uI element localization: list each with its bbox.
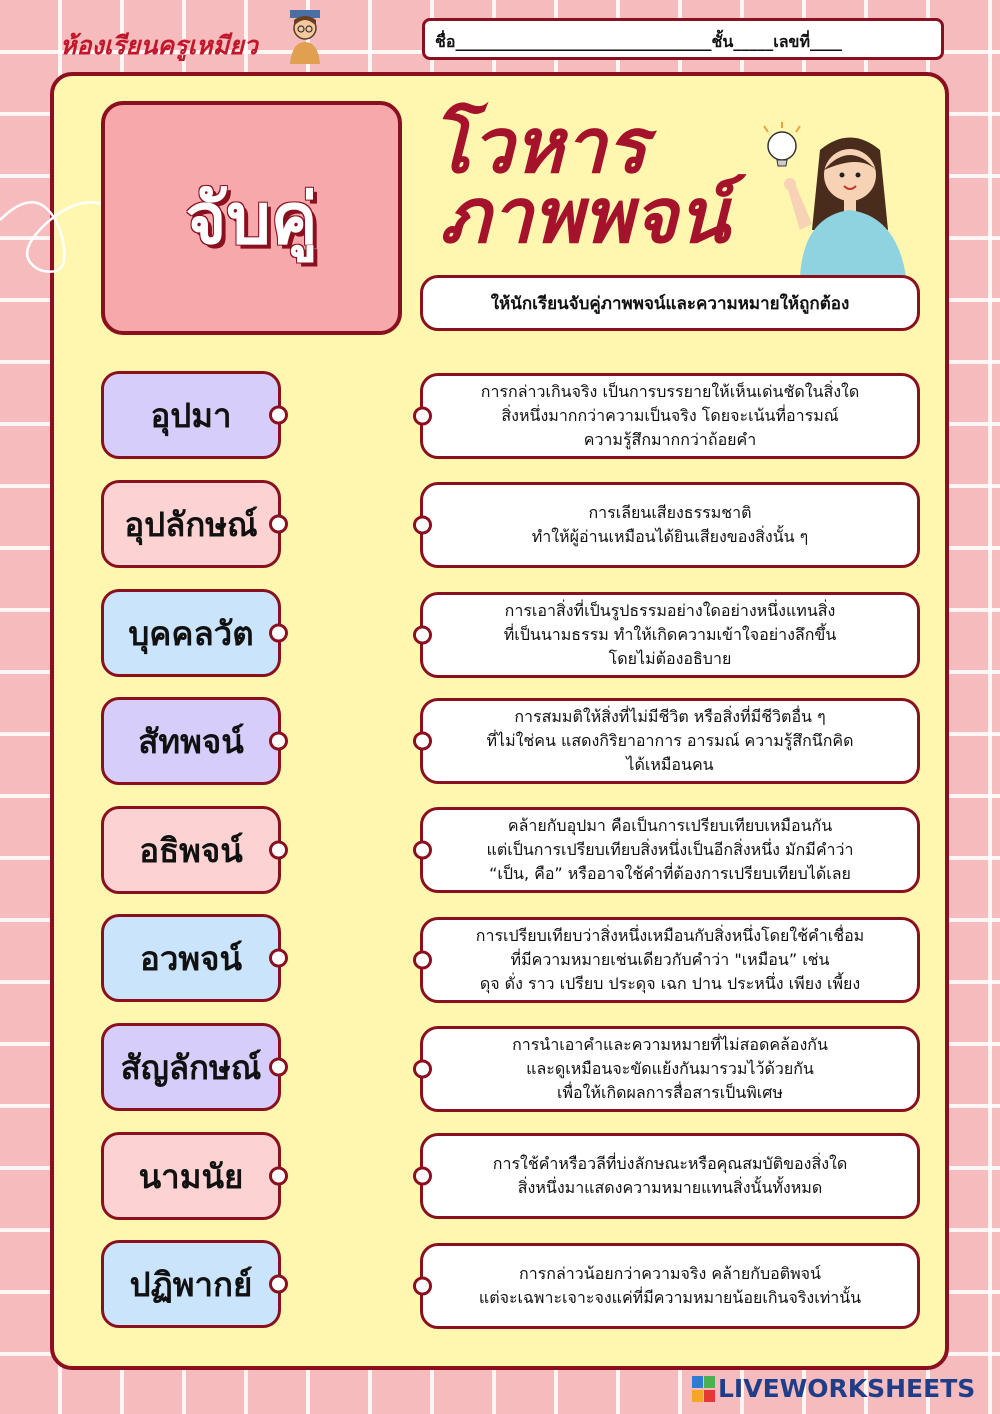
liveworksheets-logo-text: LIVEWORKSHEETS: [718, 1374, 976, 1403]
term-box[interactable]: [101, 1023, 281, 1111]
definition-line: แต่จะเฉพาะเจาะจงแค่ที่มีความหมายน้อยเกินจริงเท่านั้น: [478, 1288, 862, 1307]
definition-text: [486, 705, 853, 777]
term-connector-dot[interactable]: [269, 732, 288, 751]
definition-text: [532, 501, 809, 549]
term-label: อธิพจน์: [139, 830, 243, 870]
definition-connector-dot[interactable]: [413, 951, 432, 970]
definition-line: คล้ายกับอุปมา คือเป็นการเปรียบเทียบเหมือนกัน: [507, 816, 833, 835]
term-connector-dot[interactable]: [269, 1275, 288, 1294]
definition-text: [479, 1262, 861, 1310]
definition-text: [504, 599, 837, 671]
term-label: สัญลักษณ์: [120, 1047, 262, 1087]
term-label: อวพจน์: [140, 938, 242, 978]
definition-connector-dot[interactable]: [413, 1277, 432, 1296]
definition-text: [487, 814, 854, 886]
definition-box[interactable]: [420, 698, 920, 784]
definition-line: และดูเหมือนจะขัดแย้งกันมารวมไว้ด้วยกัน: [526, 1059, 814, 1078]
definition-box[interactable]: [420, 917, 920, 1003]
definition-text: [493, 1152, 847, 1200]
definition-box[interactable]: [420, 482, 920, 568]
term-box[interactable]: [101, 914, 281, 1002]
term-box[interactable]: [101, 1132, 281, 1220]
definition-line: ที่เป็นนามธรรม ทำให้เกิดความเข้าใจอย่างลึกขึ้น: [503, 625, 837, 644]
definition-line: การเอาสิ่งที่เป็นรูปธรรมอย่างใดอย่างหนึ่งแทนสิ่ง: [504, 601, 836, 620]
term-label: อุปลักษณ์: [124, 504, 258, 544]
title-box: [101, 101, 402, 335]
definition-box[interactable]: [420, 1133, 920, 1219]
definition-line: ความรู้สึกมากกว่าถ้อยคำ: [583, 430, 757, 449]
definition-line: สิ่งหนึ่งมากกว่าความเป็นจริง โดยจะเน้นที่อารมณ์: [501, 406, 839, 425]
term-box[interactable]: [101, 1240, 281, 1328]
term-label: สัทพจน์: [138, 721, 244, 761]
definition-line: ดุจ ดั่ง ราว เปรียบ ประดุจ เฉก ปาน ประหนึ่ง เพียง เพี้ยง: [479, 974, 861, 993]
term-box[interactable]: [101, 589, 281, 677]
definition-line: “เป็น, คือ” หรืออาจใช้คำที่ต้องการเปรียบเทียบได้เลย: [489, 864, 851, 883]
definition-line: ทำให้ผู้อ่านเหมือนได้ยินเสียงของสิ่งนั้น ๆ: [531, 527, 809, 546]
definition-line: การใช้คำหรือวลีที่บ่งลักษณะหรือคุณสมบัติของสิ่งใด: [492, 1154, 848, 1173]
term-connector-dot[interactable]: [269, 624, 288, 643]
term-connector-dot[interactable]: [269, 1167, 288, 1186]
definition-line: การนำเอาคำและความหมายที่ไม่สอดคล้องกัน: [512, 1035, 828, 1054]
definition-connector-dot[interactable]: [413, 516, 432, 535]
topic-heading-line2: ภาพพจน์: [440, 171, 730, 260]
term-box[interactable]: [101, 806, 281, 894]
term-label: อุปมา: [150, 395, 232, 435]
topic-heading-line1: โวหาร: [430, 101, 648, 190]
liveworksheets-logo-icon: [692, 1374, 716, 1404]
definition-line: สิ่งหนึ่งมาแสดงความหมายแทนสิ่งนั้นทั้งหมด: [517, 1178, 823, 1197]
definition-box[interactable]: [420, 807, 920, 893]
definition-line: แต่เป็นการเปรียบเทียบสิ่งหนึ่งเป็นอีกสิ่งหนึ่ง มักมีคำว่า: [486, 840, 854, 859]
term-connector-dot[interactable]: [269, 515, 288, 534]
definition-connector-dot[interactable]: [413, 1060, 432, 1079]
term-label: บุคคลวัต: [128, 613, 254, 653]
definition-connector-dot[interactable]: [413, 841, 432, 860]
definition-line: การเลียนเสียงธรรมชาติ: [588, 503, 752, 522]
term-connector-dot[interactable]: [269, 949, 288, 968]
definition-line: ที่ไม่ใช่คน แสดงกิริยาอาการ อารมณ์ ความรู้สึกนึกคิด: [486, 731, 854, 750]
definition-line: การกล่าวน้อยกว่าความจริง คล้ายกับอติพจน์: [519, 1264, 821, 1283]
term-connector-dot[interactable]: [269, 1058, 288, 1077]
term-connector-dot[interactable]: [269, 406, 288, 425]
definition-text: [512, 1033, 828, 1105]
term-label: ปฏิพากย์: [129, 1264, 253, 1304]
definition-connector-dot[interactable]: [413, 732, 432, 751]
definition-box[interactable]: [420, 1026, 920, 1112]
term-box[interactable]: [101, 371, 281, 459]
teacher-avatar-icon: [282, 8, 328, 64]
definition-line: การสมมติให้สิ่งที่ไม่มีชีวิต หรือสิ่งที่มีชีวิตอื่น ๆ: [514, 707, 826, 726]
term-label: นามนัย: [138, 1156, 244, 1196]
definition-line: เพื่อให้เกิดผลการสื่อสารเป็นพิเศษ: [557, 1083, 783, 1102]
name-field[interactable]: ชื่อ________________________________ชั้น_____เลขที่____: [422, 18, 944, 60]
girl-illustration-icon: [760, 120, 930, 276]
definition-line: โดยไม่ต้องอธิบาย: [608, 649, 732, 668]
definition-connector-dot[interactable]: [413, 407, 432, 426]
definition-line: ได้เหมือนคน: [626, 755, 714, 774]
definition-box[interactable]: [420, 592, 920, 678]
definition-line: ที่มีความหมายเช่นเดียวกับคำว่า "เหมือน” เช่น: [510, 950, 830, 969]
definition-box[interactable]: [420, 1243, 920, 1329]
definition-line: การกล่าวเกินจริง เป็นการบรรยายให้เห็นเด่นชัดในสิ่งใด: [480, 382, 860, 401]
brand-title: ห้องเรียนครูเหมียว: [60, 31, 258, 60]
term-box[interactable]: [101, 480, 281, 568]
definition-connector-dot[interactable]: [413, 626, 432, 645]
definition-connector-dot[interactable]: [413, 1167, 432, 1186]
definition-box[interactable]: [420, 373, 920, 459]
definition-text: [481, 380, 859, 452]
term-box[interactable]: [101, 697, 281, 785]
page-title: จับคู่: [185, 177, 318, 260]
definition-line: การเปรียบเทียบว่าสิ่งหนึ่งเหมือนกับสิ่งหนึ่งโดยใช้คำเชื่อม: [475, 926, 865, 945]
instruction-box: ให้นักเรียนจับคู่ภาพพจน์และความหมายให้ถูกต้อง: [420, 275, 920, 331]
definition-text: [476, 924, 864, 996]
term-connector-dot[interactable]: [269, 841, 288, 860]
